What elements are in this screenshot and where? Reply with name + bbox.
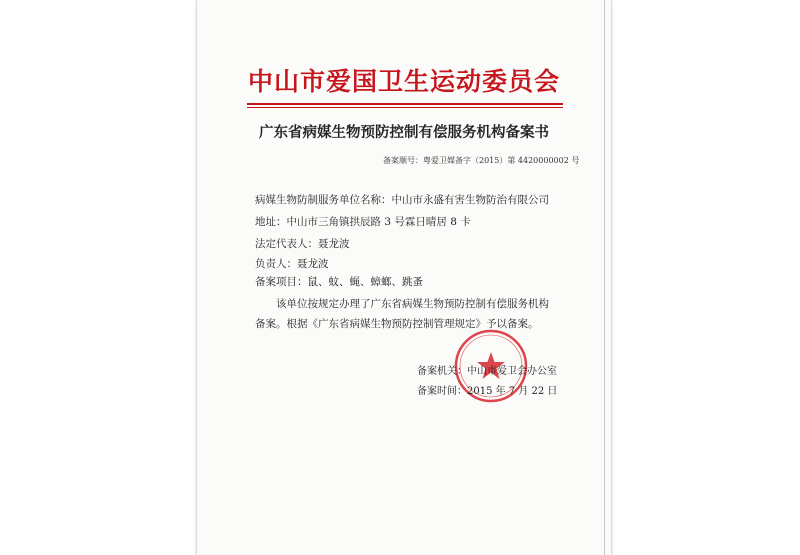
header-rule-thick	[247, 103, 563, 105]
filing-authority: 备案机关：中山市爱卫会办公室	[417, 366, 557, 377]
header-rule-thin	[247, 107, 563, 108]
filing-items: 备案项目：鼠、蚊、蝇、蟑螂、跳蚤	[255, 276, 423, 288]
statement-text: 该单位按规定办理了广东省病媒生物预防控制有偿服务机构备案。根据《广东省病媒生物预防控制管理规定》予以备案。	[255, 298, 549, 330]
document-title: 广东省病媒生物预防控制有偿服务机构备案书	[259, 124, 549, 141]
document-sheet	[197, 0, 611, 555]
address: 地址：中山市三角镇拱辰路 3 号霖日晴居 8 卡	[255, 216, 471, 228]
filing-number: 备案顺号：粤爱卫媒备字（2015）第 4420000002 号	[383, 156, 580, 165]
unit-name: 病媒生物防制服务单位名称：中山市永盛有害生物防治有限公司	[255, 194, 549, 206]
legal-representative: 法定代表人：聂龙波	[255, 238, 350, 250]
person-in-charge: 负责人：聂龙波	[255, 258, 329, 270]
org-header-title: 中山市爱国卫生运动委员会	[247, 67, 560, 96]
filing-date: 备案时间：2015 年 7 月 22 日	[417, 386, 558, 397]
